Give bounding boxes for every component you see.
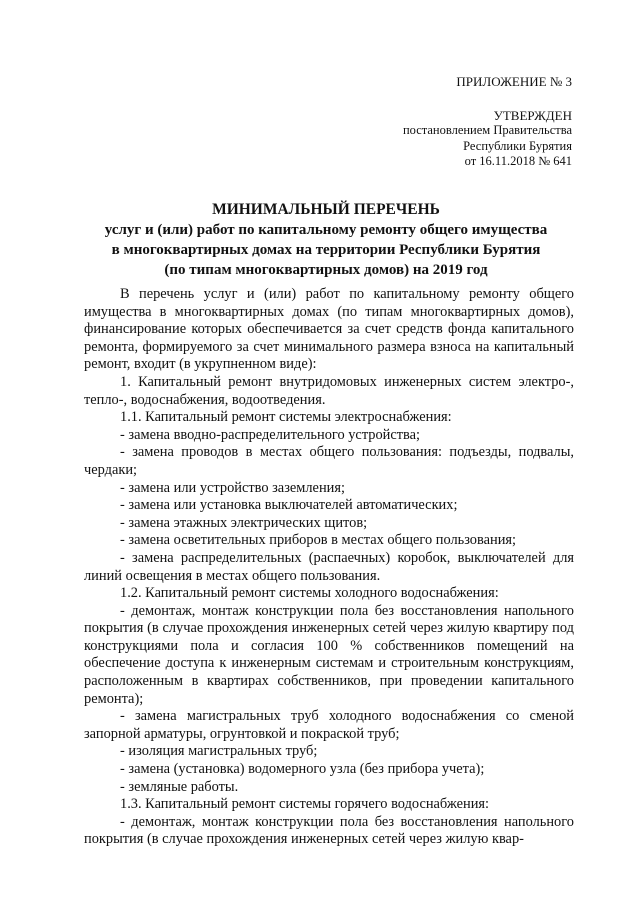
section-1-3: 1.3. Капитальный ремонт системы горячего водоснабжения: <box>120 796 490 813</box>
list-item: - замена магистральных труб холодного водоснабжения со сменой запорной арматуры, огрунтовкой и покраской труб; <box>84 708 574 742</box>
approval-block <box>403 74 572 170</box>
list-item: - замена проводов в местах общего пользования: подъезды, подвалы, чердаки; <box>84 444 574 478</box>
title-line-3: в многоквартирных домах на территории Республики Бурятия <box>111 242 541 258</box>
section-1: 1. Капитальный ремонт внутридомовых инженерных систем электро-, тепло-, водоснабжения, водоотведения. <box>84 373 574 408</box>
list-item: - замена вводно-распределительного устройства; <box>120 426 421 443</box>
list-item: - замена (установка) водомерного узла (без прибора учета); <box>120 761 485 778</box>
list-item: - демонтаж, монтаж конструкции пола без восстановления напольного покрытия (в случае прохождения инженерных сетей через жилую квар- <box>84 813 574 848</box>
list-item: - земляные работы. <box>120 778 239 795</box>
list-item: - демонтаж, монтаж конструкции пола без восстановления напольного покрытия (в случае прохождения инженерных сетей через жилую квартиру под конструкциями пола и согласия 100 % собственников помещений на обеспечение доступа к инженерным системам и строительным конструкциям, расположенным в квартирах собственников, при проведении капитального ремонта); <box>84 602 574 707</box>
list-item: - замена распределительных (распаечных) коробок, выключателей для линий освещения в местах общего пользования. <box>84 549 574 584</box>
title-line-1: МИНИМАЛЬНЫЙ ПЕРЕЧЕНЬ <box>212 201 440 218</box>
section-1-1: 1.1. Капитальный ремонт системы электроснабжения: <box>120 409 452 426</box>
list-item: - изоляция магистральных труб; <box>120 743 318 760</box>
list-item: - замена или установка выключателей автоматических; <box>120 497 458 514</box>
title-line-4: (по типам многоквартирных домов) на 2019 год <box>164 262 488 278</box>
document-title <box>80 200 572 280</box>
list-item: - замена осветительных приборов в местах общего пользования; <box>120 532 517 549</box>
title-line-2: услуг и (или) работ по капитальному ремонту общего имущества <box>104 222 548 238</box>
section-1-2: 1.2. Капитальный ремонт системы холодного водоснабжения: <box>120 585 499 602</box>
intro-paragraph: В перечень услуг и (или) работ по капитальному ремонту общего имущества в многоквартирных домах (по типам многоквартирных домов), финансирование которых обеспечивается за счет средств фонда капитального ремонта, формируемого за счет минимального размера взноса на капитальный ремонт, входит (в укрупненном виде): <box>84 286 574 373</box>
decree-line-2: Республики Бурятия <box>463 138 572 153</box>
decree-line-1: постановлением Правительства <box>402 123 572 137</box>
decree-line-3: от 16.11.2018 № 641 <box>464 154 572 168</box>
list-item: - замена этажных электрических щитов; <box>120 514 368 531</box>
list-item: - замена или устройство заземления; <box>120 479 345 496</box>
appendix-label: ПРИЛОЖЕНИЕ № 3 <box>456 74 572 89</box>
document-body <box>84 286 574 849</box>
approved-label: УТВЕРЖДЕН <box>493 107 572 123</box>
